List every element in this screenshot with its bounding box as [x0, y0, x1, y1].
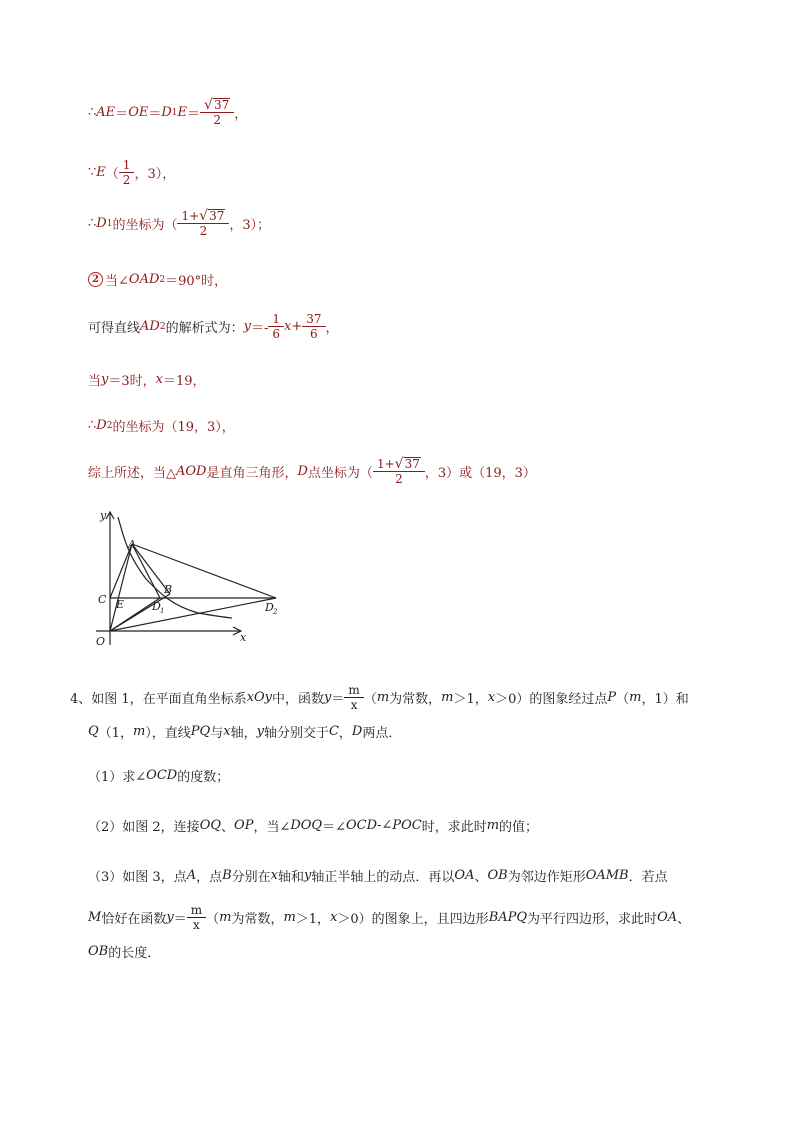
solution-line-5: 可得直线 AD 2 的解析式为： y ＝- $\frac{1}{6}$ x + $\frac{37}{6}$ ，: [88, 312, 339, 341]
solution-line-7: ∴ D 2 的坐标为（19，3），: [88, 418, 235, 435]
problem-4-line-1: 4、 如图 1，在平面直角坐标系 xOy 中，函数 y ＝ $\frac{m}{x}$ （ m 为常数， m ＞1， x ＞0）的图象经过点 P （ m ，1）和: [70, 683, 689, 712]
label-b: B: [164, 583, 173, 596]
fraction-one-half: $\frac{1}{2}$: [121, 158, 133, 187]
label-x: x: [240, 631, 247, 644]
label-d1: D: [152, 600, 161, 613]
solution-line-4: 2 当∠ OAD 2 ＝90°时，: [88, 270, 227, 289]
label-d1-sub: 1: [160, 607, 165, 615]
problem-4-part-3-line-1: （3）如图 3，点 A ，点 B 分别在 x 轴和 y 轴正半轴上的动点．再以 OA 、 OB 为邻边作矩形 OAMB ．若点: [88, 868, 668, 885]
label-o: O: [96, 635, 106, 648]
label-d2-sub: 2: [273, 608, 278, 616]
line-a-d1: [132, 544, 160, 598]
because-symbol: ∵: [88, 165, 97, 180]
problem-4-part-3-line-2: M 恰好在函数 y ＝ $\frac{m}{x}$ （ m 为常数， m ＞1， x ＞0）的图象上，且四边形 BAPQ 为平行四边形，求此时 OA 、: [88, 903, 691, 932]
fraction-sqrt37-over-2: √ 37 2: [202, 98, 232, 127]
solution-line-2: ∵ E （ $\frac{1}{2}$ ，3），: [88, 158, 176, 187]
solution-line-1: ∴ AE ＝ OE ＝ D 1 E ＝ √ 37 2 ，: [88, 97, 248, 127]
fraction-m-over-x: $\frac{m}{x}$: [346, 683, 361, 712]
label-e: E: [116, 598, 125, 611]
problem-number: 4、: [70, 692, 92, 707]
fraction-1-over-6: $\frac{1}{6}$: [270, 312, 282, 341]
solution-line-3: ∴ D 1 的坐标为（ 1+ √ 37 2 ，3）；: [88, 208, 271, 238]
problem-4-part-1: （1）求∠ OCD 的度数；: [88, 768, 230, 785]
fraction-1-plus-sqrt37-over-2: 1+ √ 37 2: [375, 457, 423, 486]
therefore-symbol: ∴: [88, 105, 97, 120]
problem-4-part-3-line-3: OB 的长度．: [88, 944, 161, 961]
label-y: y: [100, 509, 107, 522]
label-c: C: [98, 593, 107, 606]
label-d2: D: [265, 601, 274, 614]
problem-4-line-2: Q （1， m ），直线 PQ 与 x 轴， y 轴分别交于 C ， D 两点．: [88, 724, 402, 741]
solution-line-8: 综上所述，当△ AOD 是直角三角形， D 点坐标为（ 1+ √ 37 2 ，3）或（19，3）: [88, 456, 536, 486]
circled-number-2: 2: [88, 272, 103, 287]
fraction-37-over-6: $\frac{37}{6}$: [304, 312, 323, 341]
geometry-figure: [90, 505, 300, 655]
hyperbola-curve: [118, 517, 232, 618]
line-a-d2: [132, 544, 276, 598]
fraction-1-plus-sqrt37-over-2: 1+ √ 37 2: [179, 209, 227, 238]
solution-line-6: 当 y ＝3时， x ＝19，: [88, 372, 206, 389]
label-a: A: [128, 538, 136, 551]
problem-4-part-2: （2）如图 2，连接 OQ 、 OP ，当∠ DOQ ＝∠ OCD -∠ POC 时，求此时 m 的值；: [88, 818, 539, 835]
fraction-m-over-x: $\frac{m}{x}$: [189, 903, 204, 932]
